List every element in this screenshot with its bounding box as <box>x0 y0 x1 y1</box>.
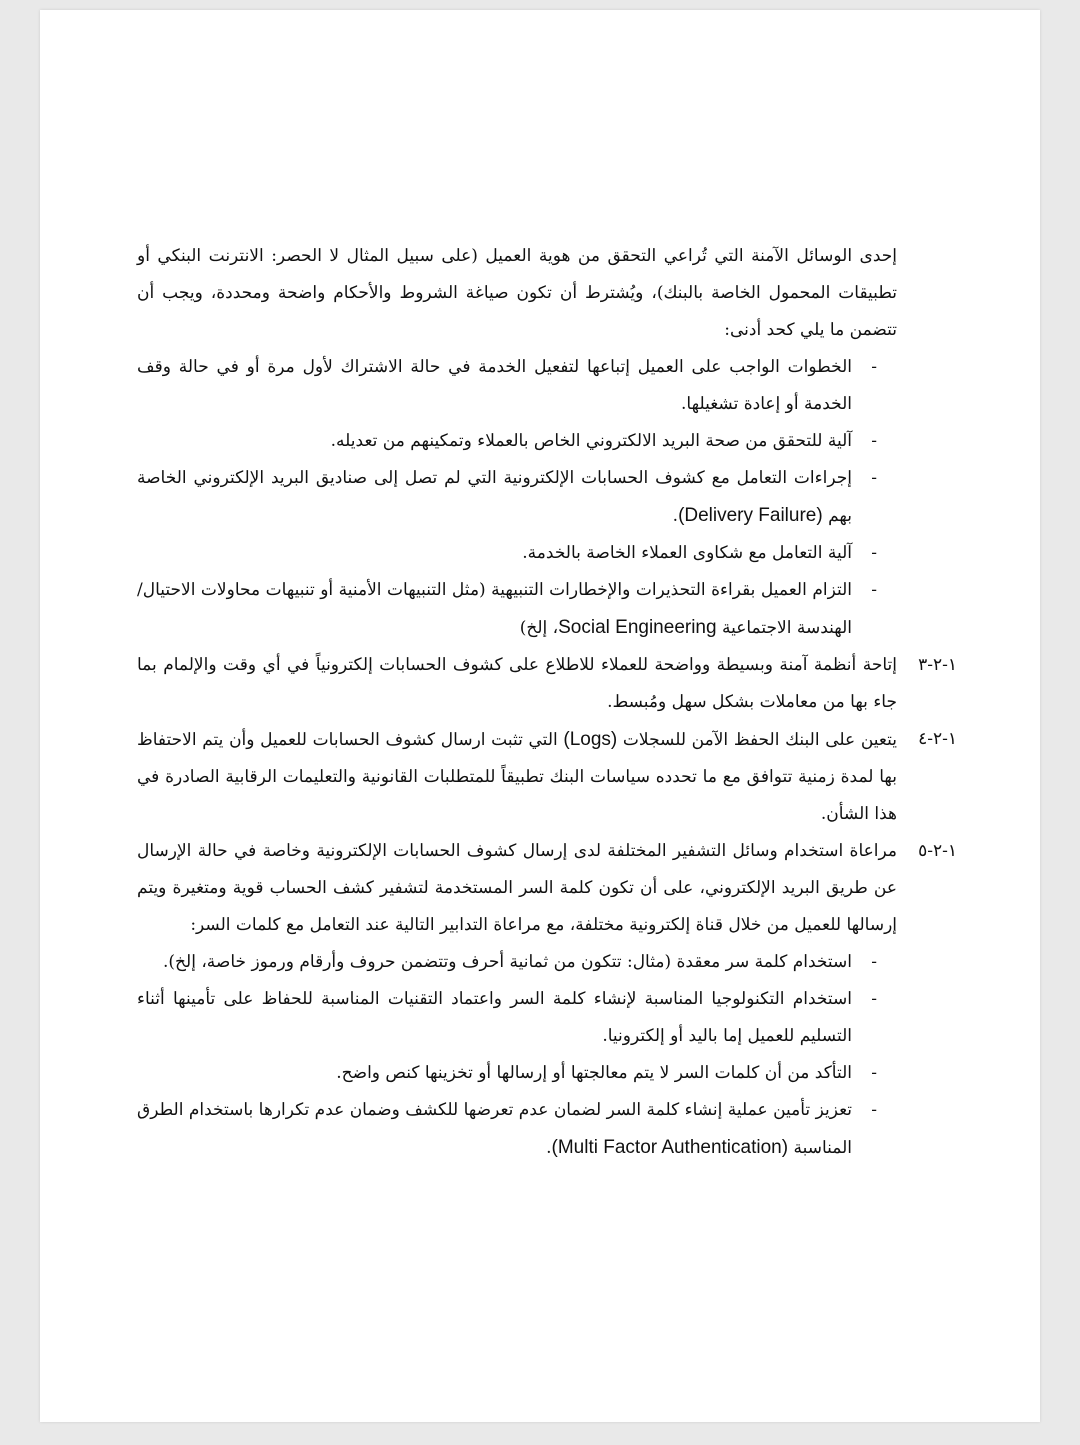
list-item-text-end: ، إلخ) <box>519 618 559 638</box>
list-item-text: التأكد من أن كلمات السر لا يتم معالجتها أو إرسالها أو تخزينها كنص واضح. <box>336 1063 852 1083</box>
list-item-text: إجراءات التعامل مع كشوف الحسابات الإلكترونية التي لم تصل إلى صناديق البريد الإلكتروني الخاصة بهم <box>137 468 852 526</box>
list-item-latin-term: Social Engineering <box>558 617 717 638</box>
list-item-text: الخطوات الواجب على العميل إتباعها لتفعيل الخدمة في حالة الاشتراك لأول مرة أو في حالة وقف الخدمة أو إعادة تشغيلها. <box>137 357 852 414</box>
list-item <box>137 981 897 1055</box>
section-1-2-5 <box>137 833 957 944</box>
bullet-dash: - <box>871 357 877 377</box>
document-page <box>40 10 1040 1422</box>
list-item <box>137 535 897 572</box>
list-item <box>137 1092 897 1167</box>
bullet-dash: - <box>871 468 877 488</box>
section-text: مراعاة استخدام وسائل التشفير المختلفة لدى إرسال كشوف الحسابات الإلكترونية وخاصة في حالة الإرسال عن طريق البريد الإلكتروني، على أن تكون كلمة السر المستخدمة لتشفير كشف الحساب قوية ومتغيرة ويتم إرسالها للعميل من خلال قناة إلكترونية مختلفة، مع مراعاة التدابير التالية عند التعامل مع كلمات السر: <box>137 841 897 935</box>
bullet-dash: - <box>871 989 877 1009</box>
list-item <box>137 572 897 647</box>
list-item-latin-term: (Multi Factor Authentication) <box>551 1137 789 1158</box>
list-item-text-end: . <box>672 506 679 526</box>
section-number: ١-٢-٣ <box>918 655 957 675</box>
list-item-text: آلية للتحقق من صحة البريد الالكتروني الخاص بالعملاء وتمكينهم من تعديله. <box>330 431 852 451</box>
bullet-dash: - <box>871 1063 877 1083</box>
bullet-dash: - <box>871 952 877 972</box>
list-item-text: التزام العميل بقراءة التحذيرات والإخطارات التنبيهية (مثل التنبيهات الأمنية أو تنبيهات محاولات الاحتيال/ الهندسة الاجتماعية <box>137 580 852 638</box>
bullet-dash: - <box>871 431 877 451</box>
section-number: ١-٢-٥ <box>918 841 957 861</box>
bullet-dash: - <box>871 580 877 600</box>
list-item-text: تعزيز تأمين عملية إنشاء كلمة السر لضمان عدم تعرضها للكشف وضمان عدم تكرارها باستخدام الطرق المناسبة <box>137 1100 852 1158</box>
document-body <box>137 238 957 1167</box>
section-1-2-3 <box>137 647 957 721</box>
section-number: ١-٢-٤ <box>918 729 957 749</box>
list-item-text: استخدام التكنولوجيا المناسبة لإنشاء كلمة السر واعتماد التقنيات المناسبة للحفاظ على تأمينها أثناء التسليم للعميل إما باليد أو إلكترونيا. <box>137 989 852 1046</box>
password-measures-list <box>137 944 897 1167</box>
list-item-text: آلية التعامل مع شكاوى العملاء الخاصة بالخدمة. <box>522 543 852 563</box>
bullet-dash: - <box>871 543 877 563</box>
section-text: يتعين على البنك الحفظ الآمن للسجلات <box>622 730 897 750</box>
list-item <box>137 944 897 981</box>
intro-paragraph: إحدى الوسائل الآمنة التي تُراعي التحقق من هوية العميل (على سبيل المثال لا الحصر: الانترنت البنكي أو تطبيقات المحمول الخاصة بالبنك)، ويُشترط أن تكون صياغة الشروط والأحكام واضحة ومحددة، ويجب أن تتضمن ما يلي كحد أدنى: <box>137 246 897 340</box>
list-item <box>137 1055 897 1092</box>
terms-list <box>137 349 897 647</box>
section-text-end: التي تثبت ارسال كشوف الحسابات للعميل وأن يتم الاحتفاظ بها لمدة زمنية تتوافق مع ما تحدده سياسات البنك تطبيقاً للمتطلبات القانونية والتعليمات الرقابية الصادرة في هذا الشأن. <box>137 730 897 824</box>
section-1-2-4 <box>137 721 957 833</box>
list-item <box>137 423 897 460</box>
list-item-text: استخدام كلمة سر معقدة (مثال: تتكون من ثمانية أحرف وتتضمن حروف وأرقام ورموز خاصة، إلخ). <box>163 952 852 972</box>
section-text: إتاحة أنظمة آمنة وبسيطة وواضحة للعملاء للاطلاع على كشوف الحسابات إلكترونياً في أي وقت والإلمام بما جاء بها من معاملات بشكل سهل ومُبسط. <box>137 655 897 712</box>
list-item <box>137 349 897 423</box>
list-item-latin-term: (Delivery Failure) <box>678 505 823 526</box>
list-item <box>137 460 897 535</box>
bullet-dash: - <box>871 1100 877 1120</box>
section-latin-term: (Logs) <box>563 729 618 750</box>
list-item-text-end: . <box>546 1138 552 1158</box>
